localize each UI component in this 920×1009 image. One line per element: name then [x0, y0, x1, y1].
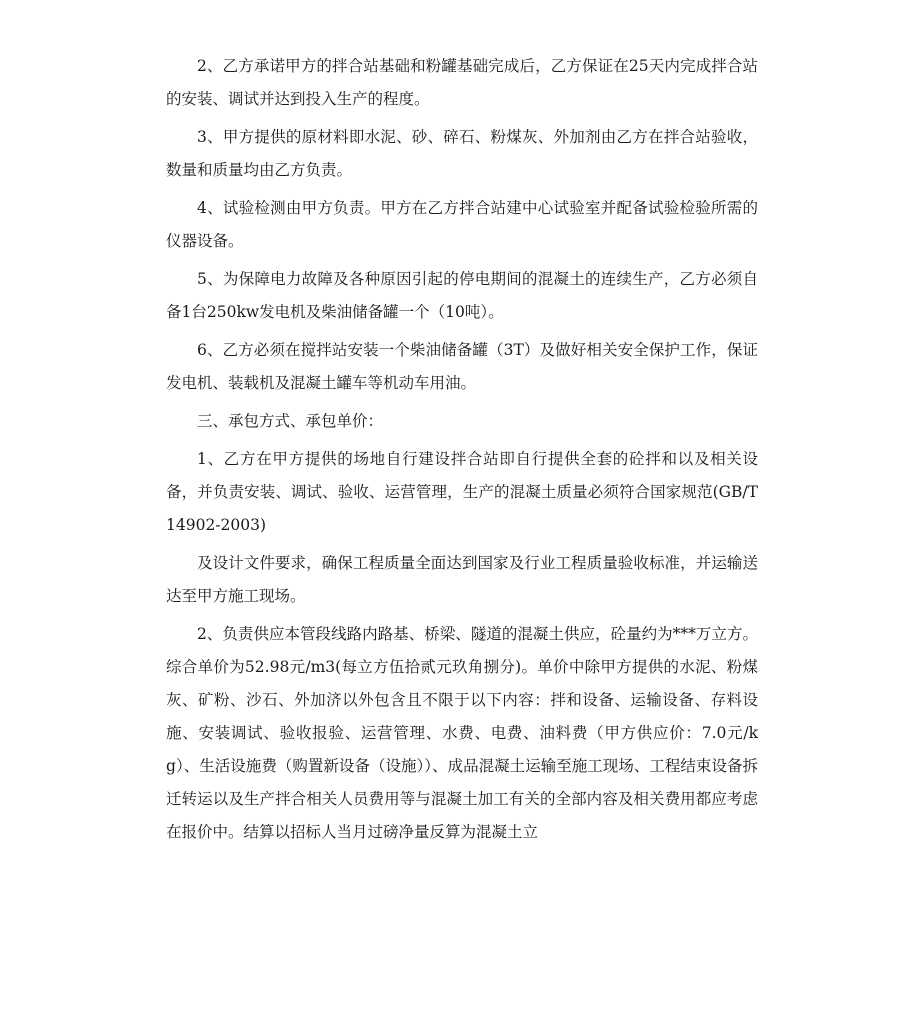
paragraph-terms-2: 2、负责供应本管段线路内路基、桥梁、隧道的混凝土供应，砼量约为***万立方。综合单价为52.98元/m3(每立方伍拾贰元玖角捌分)。单价中除甲方提供的水泥、粉煤灰、矿粉、沙石、外加济以外包含且不限于以下内容：拌和设备、运输设备、存料设施、安装调试、验收报验、运营管理、水费、电费、油料费（甲方供应价：7.0元/kg）、生活设施费（购置新设备（设施））、成品混凝土运输至施工现场、工程结束设备拆迁转运以及生产拌合相关人员费用等与混凝土加工有关的全部内容及相关费用都应考虑在报价中。结算以招标人当月过磅净量反算为混凝土立 — [166, 625, 758, 841]
paragraph-clause-5: 5、为保障电力故障及各种原因引起的停电期间的混凝土的连续生产，乙方必须自备1台250kw发电机及柴油储备罐一个（10吨）。 — [166, 270, 758, 321]
paragraph-clause-3: 3、甲方提供的原材料即水泥、砂、碎石、粉煤灰、外加剂由乙方在拌合站验收，数量和质量均由乙方负责。 — [166, 128, 758, 179]
section-heading-contract-terms: 三、承包方式、承包单价： — [197, 412, 384, 430]
paragraph-clause-2: 2、乙方承诺甲方的拌合站基础和粉罐基础完成后，乙方保证在25天内完成拌合站的安装、调试并达到投入生产的程度。 — [166, 57, 758, 108]
document-body — [166, 50, 758, 854]
paragraph-terms-1-continued: 及设计文件要求，确保工程质量全面达到国家及行业工程质量验收标准，并运输送达至甲方施工现场。 — [166, 554, 758, 605]
paragraph-clause-6: 6、乙方必须在搅拌站安装一个柴油储备罐（3T）及做好相关安全保护工作，保证发电机、装载机及混凝土罐车等机动车用油。 — [166, 341, 758, 392]
paragraph-terms-1: 1、乙方在甲方提供的场地自行建设拌合站即自行提供全套的砼拌和以及相关设备，并负责安装、调试、验收、运营管理，生产的混凝土质量必须符合国家规范(GB/T14902-2003) — [166, 450, 758, 534]
paragraph-clause-4: 4、试验检测由甲方负责。甲方在乙方拌合站建中心试验室并配备试验检验所需的仪器设备。 — [166, 199, 758, 250]
